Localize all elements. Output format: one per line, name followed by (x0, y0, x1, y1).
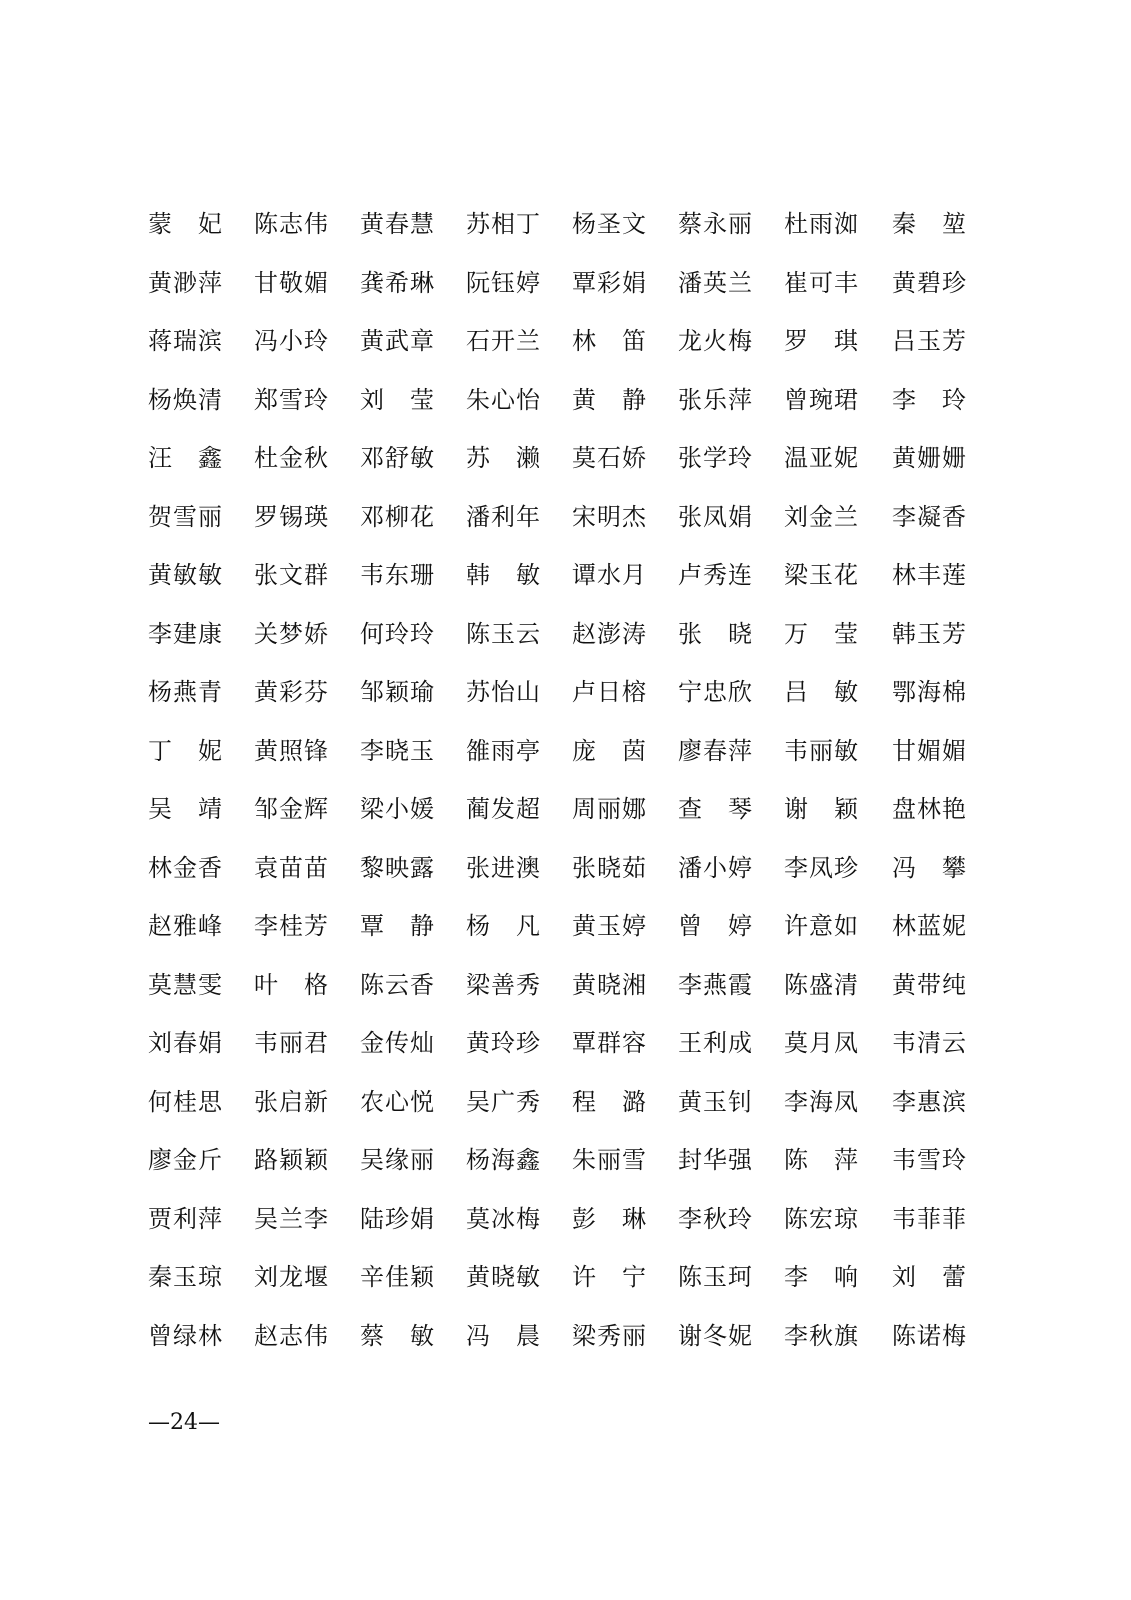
name-entry: 崔可丰 (784, 268, 859, 297)
name-entry: 谢 颖 (784, 795, 859, 823)
name-entry: 杨 凡 (466, 912, 541, 940)
name-entry: 张乐萍 (678, 385, 753, 414)
name-entry: 杨焕清 (148, 385, 223, 414)
name-entry: 陆珍娟 (360, 1204, 435, 1233)
name-entry: 陈志伟 (254, 210, 329, 238)
name-entry: 刘金兰 (784, 502, 859, 531)
name-entry: 韦菲菲 (892, 1204, 967, 1233)
name-entry: 黎映露 (360, 853, 435, 882)
name-entry: 陈诺梅 (892, 1321, 967, 1350)
name-entry: 许意如 (784, 912, 859, 940)
name-entry: 曾绿林 (148, 1321, 223, 1350)
name-entry: 雒雨亭 (466, 736, 541, 765)
name-entry: 莫石娇 (572, 444, 647, 472)
name-entry: 许 宁 (572, 1263, 647, 1291)
name-entry: 莫月凤 (784, 1029, 859, 1057)
name-entry: 封华强 (678, 1146, 753, 1174)
name-entry: 杨海鑫 (466, 1146, 541, 1174)
name-entry: 谭水月 (572, 561, 647, 589)
name-entry: 苏相丁 (466, 210, 541, 238)
name-entry: 苏 濑 (466, 444, 541, 472)
name-entry: 李晓玉 (360, 736, 435, 765)
name-entry: 廖春萍 (678, 736, 753, 765)
name-entry: 宁忠欣 (678, 678, 753, 706)
name-entry: 张进澳 (466, 853, 541, 882)
name-entry: 黄晓敏 (466, 1263, 541, 1291)
name-entry: 贺雪丽 (148, 502, 223, 531)
name-row (148, 380, 978, 439)
name-entry: 李凝香 (892, 502, 967, 531)
name-entry: 黄玉钊 (678, 1087, 753, 1116)
name-entry: 邹金辉 (254, 795, 329, 823)
name-entry: 杜雨洳 (784, 210, 859, 238)
name-entry: 陈云香 (360, 970, 435, 999)
name-entry: 赵澎涛 (572, 619, 647, 648)
name-entry: 蔺发超 (466, 795, 541, 823)
name-entry: 宋明杰 (572, 502, 647, 531)
name-entry: 张学玲 (678, 444, 753, 472)
name-entry: 韦丽君 (254, 1029, 329, 1057)
name-entry: 黄彩芬 (254, 678, 329, 706)
name-entry: 潘小婷 (678, 853, 753, 882)
name-row (148, 497, 978, 556)
name-entry: 李建康 (148, 619, 223, 648)
name-entry: 农心悦 (360, 1087, 435, 1116)
name-entry: 刘 莹 (360, 385, 435, 414)
name-entry: 路颖颖 (254, 1146, 329, 1174)
name-entry: 黄玉婷 (572, 912, 647, 940)
name-entry: 林 笛 (572, 327, 647, 355)
name-entry: 韦丽敏 (784, 736, 859, 765)
name-row (148, 204, 978, 263)
name-entry: 杨圣文 (572, 210, 647, 238)
name-entry: 韦清云 (892, 1029, 967, 1057)
name-entry: 吴兰李 (254, 1204, 329, 1233)
name-entry: 何玲玲 (360, 619, 435, 648)
name-entry: 甘媚媚 (892, 736, 967, 765)
name-row (148, 1082, 978, 1141)
name-entry: 莫慧雯 (148, 970, 223, 999)
name-entry: 甘敬媚 (254, 268, 329, 297)
name-entry: 吕 敏 (784, 678, 859, 706)
name-entry: 秦 堃 (892, 210, 967, 238)
name-entry: 黄带纯 (892, 970, 967, 999)
name-entry: 梁玉花 (784, 561, 859, 589)
name-entry: 吴缘丽 (360, 1146, 435, 1174)
name-entry: 梁善秀 (466, 970, 541, 999)
name-entry: 张文群 (254, 561, 329, 589)
name-entry: 秦玉琼 (148, 1263, 223, 1291)
name-entry: 黄照锋 (254, 736, 329, 765)
name-entry: 梁小媛 (360, 795, 435, 823)
name-entry: 关梦娇 (254, 619, 329, 648)
name-entry: 李海凤 (784, 1087, 859, 1116)
name-entry: 黄晓湘 (572, 970, 647, 999)
name-row (148, 848, 978, 907)
name-entry: 刘龙堰 (254, 1263, 329, 1291)
name-entry: 苏怡山 (466, 678, 541, 706)
page-number: —24— (148, 1410, 220, 1435)
name-entry: 黄春慧 (360, 210, 435, 238)
name-entry: 赵志伟 (254, 1321, 329, 1350)
name-entry: 朱心怡 (466, 385, 541, 414)
name-entry: 袁苗苗 (254, 853, 329, 882)
name-entry: 梁秀丽 (572, 1321, 647, 1350)
name-row (148, 1257, 978, 1316)
name-entry: 汪 鑫 (148, 444, 223, 472)
name-entry: 冯 攀 (892, 853, 967, 882)
name-entry: 林金香 (148, 853, 223, 882)
name-entry: 程 潞 (572, 1087, 647, 1116)
name-row (148, 1140, 978, 1199)
name-entry: 万 莹 (784, 619, 859, 648)
name-entry: 龚希琳 (360, 268, 435, 297)
name-entry: 李 响 (784, 1263, 859, 1291)
name-entry: 黄渺萍 (148, 268, 223, 297)
name-entry: 覃群容 (572, 1029, 647, 1057)
name-row (148, 965, 978, 1024)
name-row (148, 438, 978, 497)
name-row (148, 789, 978, 848)
name-entry: 黄玲珍 (466, 1029, 541, 1057)
name-entry: 何桂思 (148, 1087, 223, 1116)
name-entry: 覃彩娟 (572, 268, 647, 297)
name-entry: 吴 靖 (148, 795, 223, 823)
name-row (148, 731, 978, 790)
name-entry: 蒋瑞滨 (148, 327, 223, 355)
name-entry: 林蓝妮 (892, 912, 967, 940)
name-entry: 李燕霞 (678, 970, 753, 999)
name-entry: 贾利萍 (148, 1204, 223, 1233)
name-entry: 温亚妮 (784, 444, 859, 472)
name-entry: 鄂海棉 (892, 678, 967, 706)
name-entry: 刘春娟 (148, 1029, 223, 1057)
name-entry: 黄碧珍 (892, 268, 967, 297)
name-entry: 冯小玲 (254, 327, 329, 355)
name-entry: 谢冬妮 (678, 1321, 753, 1350)
name-entry: 李桂芳 (254, 912, 329, 940)
name-row (148, 1316, 978, 1375)
name-entry: 韦东珊 (360, 561, 435, 589)
name-entry: 石开兰 (466, 327, 541, 355)
name-entry: 蔡 敏 (360, 1321, 435, 1350)
name-entry: 韩玉芳 (892, 619, 967, 648)
name-row (148, 614, 978, 673)
name-entry: 邓柳花 (360, 502, 435, 531)
name-entry: 陈玉云 (466, 619, 541, 648)
name-entry: 陈玉珂 (678, 1263, 753, 1291)
name-entry: 黄 静 (572, 385, 647, 414)
name-entry: 查 琴 (678, 795, 753, 823)
name-entry: 李秋玲 (678, 1204, 753, 1233)
name-entry: 杨燕青 (148, 678, 223, 706)
name-entry: 陈盛清 (784, 970, 859, 999)
name-entry: 韦雪玲 (892, 1146, 967, 1174)
name-entry: 林丰莲 (892, 561, 967, 589)
name-entry: 吴广秀 (466, 1087, 541, 1116)
name-entry: 金传灿 (360, 1029, 435, 1057)
name-entry: 朱丽雪 (572, 1146, 647, 1174)
name-entry: 辛佳颖 (360, 1263, 435, 1291)
name-entry: 刘 蕾 (892, 1263, 967, 1291)
name-entry: 张 晓 (678, 619, 753, 648)
name-row (148, 263, 978, 322)
name-entry: 邹颖瑜 (360, 678, 435, 706)
name-entry: 黄敏敏 (148, 561, 223, 589)
name-entry: 陈宏琼 (784, 1204, 859, 1233)
name-entry: 韩 敏 (466, 561, 541, 589)
name-entry: 杜金秋 (254, 444, 329, 472)
name-entry: 吕玉芳 (892, 327, 967, 355)
name-list (148, 204, 978, 1374)
name-entry: 黄姗姗 (892, 444, 967, 472)
name-entry: 龙火梅 (678, 327, 753, 355)
name-entry: 邓舒敏 (360, 444, 435, 472)
name-entry: 阮钰婷 (466, 268, 541, 297)
name-entry: 卢日榕 (572, 678, 647, 706)
name-entry: 蔡永丽 (678, 210, 753, 238)
name-entry: 潘利年 (466, 502, 541, 531)
name-row (148, 555, 978, 614)
name-row (148, 906, 978, 965)
name-entry: 蒙 妃 (148, 210, 223, 238)
name-entry: 郑雪玲 (254, 385, 329, 414)
name-entry: 丁 妮 (148, 736, 223, 765)
name-entry: 李 玲 (892, 385, 967, 414)
name-entry: 张晓茹 (572, 853, 647, 882)
name-entry: 廖金斤 (148, 1146, 223, 1174)
name-entry: 曾 婷 (678, 912, 753, 940)
name-row (148, 672, 978, 731)
name-entry: 李凤珍 (784, 853, 859, 882)
name-entry: 罗锡瑛 (254, 502, 329, 531)
name-entry: 庞 茵 (572, 736, 647, 765)
name-entry: 罗 琪 (784, 327, 859, 355)
name-entry: 曾琬珺 (784, 385, 859, 414)
name-entry: 盘林艳 (892, 795, 967, 823)
name-entry: 冯 晨 (466, 1321, 541, 1350)
name-row (148, 1199, 978, 1258)
name-entry: 李秋旗 (784, 1321, 859, 1350)
name-entry: 王利成 (678, 1029, 753, 1057)
name-entry: 卢秀连 (678, 561, 753, 589)
name-entry: 陈 萍 (784, 1146, 859, 1174)
name-entry: 黄武章 (360, 327, 435, 355)
name-row (148, 1023, 978, 1082)
name-row (148, 321, 978, 380)
name-entry: 李惠滨 (892, 1087, 967, 1116)
name-entry: 莫冰梅 (466, 1204, 541, 1233)
name-entry: 叶 格 (254, 970, 329, 999)
name-entry: 周丽娜 (572, 795, 647, 823)
name-entry: 彭 琳 (572, 1204, 647, 1233)
name-entry: 张启新 (254, 1087, 329, 1116)
name-entry: 潘英兰 (678, 268, 753, 297)
name-entry: 张凤娟 (678, 502, 753, 531)
name-entry: 覃 静 (360, 912, 435, 940)
name-entry: 赵雅峰 (148, 912, 223, 940)
